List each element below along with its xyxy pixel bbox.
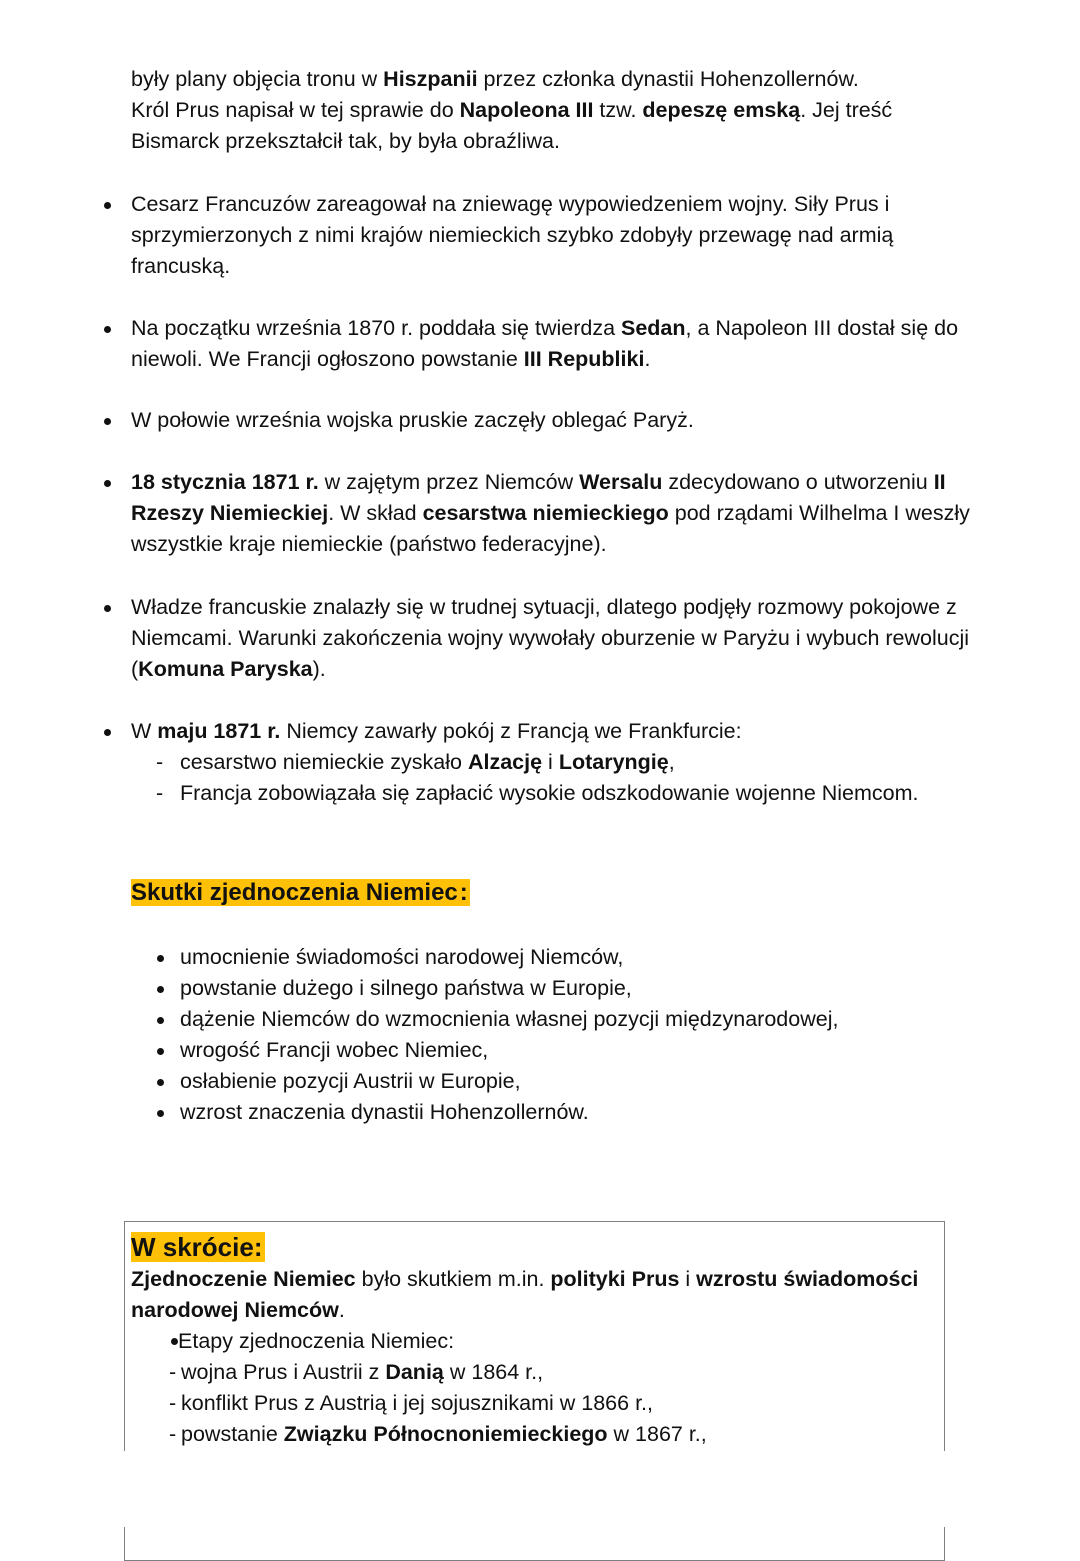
bold-text: Alzację <box>467 750 543 774</box>
bullet-item <box>131 592 981 685</box>
dash-marker: - <box>169 1391 177 1415</box>
text: było skutkiem m.in. <box>355 1267 551 1291</box>
highlighted-heading: Skutki zjednoczenia Niemiec <box>131 879 458 906</box>
text: , <box>668 750 675 774</box>
summary-content <box>131 1230 931 1450</box>
dash-marker: - <box>169 1360 177 1384</box>
text-line <box>131 64 991 95</box>
text-line: Bismarck przekształcił tak, by była obraźliwa. <box>131 129 560 153</box>
summary-stages-label <box>131 1326 931 1357</box>
continuation-paragraph <box>131 64 991 157</box>
dash-list <box>131 747 981 809</box>
text: . <box>644 347 651 371</box>
text: Etapy zjednoczenia Niemiec: <box>178 1329 455 1353</box>
text: , a Napoleon III dostał się do niewoli. We Francji ogłoszono powstanie <box>131 316 959 371</box>
text: ). <box>312 657 326 681</box>
bold-text: Zjednoczenie Niemiec <box>131 1267 356 1291</box>
text: i <box>542 750 559 774</box>
text: przez członka dynastii Hohenzollernów. <box>477 67 859 91</box>
bold-text: 18 stycznia 1871 r. <box>131 470 319 494</box>
bold-text: III Republiki <box>523 347 645 371</box>
text: i <box>679 1267 697 1291</box>
effects-item: powstanie dużego i silnego państwa w Europie, <box>180 973 980 1004</box>
text: W <box>131 719 158 743</box>
bold-text: Komuna Paryska <box>138 657 313 681</box>
summary-title <box>131 1230 931 1264</box>
text: wojna Prus i Austrii z <box>181 1360 386 1384</box>
text: Król Prus napisał w tej sprawie do <box>131 98 460 122</box>
bold-text: polityki Prus <box>550 1267 680 1291</box>
bullet-item: Cesarz Francuzów zareagował na zniewagę wypowiedzeniem wojny. Siły Prus i sprzymierzonych z nimi krajów niemieckich szybko zdobyły przewagę nad armią francuską. <box>131 189 981 282</box>
bold-text: depeszę emską <box>642 98 801 122</box>
effects-item: umocnienie świadomości narodowej Niemców, <box>180 942 980 973</box>
bold-text: Hiszpanii <box>383 67 478 91</box>
dash-item: - Francja zobowiązała się zapłacić wysokie odszkodowanie wojenne Niemcom. <box>131 778 981 809</box>
bold-text: Lotaryngię <box>558 750 669 774</box>
summary-stage-item <box>131 1388 931 1419</box>
effects-item: osłabienie pozycji Austrii w Europie, <box>180 1066 980 1097</box>
text: konflikt Prus z Austrią i jej sojusznikami w 1866 r., <box>181 1391 653 1415</box>
text: cesarstwo niemieckie zyskało <box>180 750 468 774</box>
text: w zajętym przez Niemców <box>318 470 580 494</box>
summary-stage-item <box>131 1357 931 1388</box>
bold-text: Napoleona III <box>459 98 594 122</box>
effects-item: dążenie Niemców do wzmocnienia własnej pozycji międzynarodowej, <box>180 1004 980 1035</box>
bold-text: Sedan <box>621 316 686 340</box>
highlighted-title: W skrócie: <box>131 1232 263 1262</box>
effects-list <box>180 942 980 1128</box>
text: zdecydowano o utworzeniu <box>662 470 934 494</box>
bullet-item: W połowie września wojska pruskie zaczęły oblegać Paryż. <box>131 405 981 436</box>
heading-colon: : <box>459 879 468 906</box>
bold-text: maju 1871 r. <box>157 719 281 743</box>
text: Władze francuskie znalazły się w trudnej sytuacji, dlatego podjęły rozmowy pokojowe z Niemcami. Warunki zakończenia wojny wywołały oburzenie w Paryżu i wybuch rewolucji ( <box>131 595 970 681</box>
bullet-item <box>131 467 981 560</box>
text: Na początku września 1870 r. poddała się twierdza <box>131 316 621 340</box>
text: w 1864 r., <box>443 1360 544 1384</box>
bold-text: Wersalu <box>579 470 663 494</box>
text: w 1867 r., <box>607 1422 707 1446</box>
bold-text: Związku Północnoniemieckiego <box>283 1422 608 1446</box>
page-bottom-margin <box>0 1451 1080 1527</box>
text-line <box>131 716 981 747</box>
bullet-item <box>131 313 981 375</box>
text: . Jej treść <box>800 98 893 122</box>
bullet-item <box>131 716 981 809</box>
text: były plany objęcia tronu w <box>131 67 384 91</box>
text: tzw. <box>593 98 643 122</box>
bold-text: II Rzeszy Niemieckiej <box>131 470 946 525</box>
dash-marker: - <box>169 1422 177 1446</box>
effects-item: wrogość Francji wobec Niemiec, <box>180 1035 980 1066</box>
bold-text: Danią <box>385 1360 444 1384</box>
summary-stage-item <box>131 1419 931 1450</box>
summary-paragraph <box>131 1264 931 1326</box>
text-line <box>131 95 991 126</box>
text: Niemcy zawarły pokój z Francją we Frankfurcie: <box>280 719 742 743</box>
bold-text: cesarstwa niemieckiego <box>422 501 669 525</box>
text: powstanie <box>181 1422 284 1446</box>
effects-item: wzrost znaczenia dynastii Hohenzollernów. <box>180 1097 980 1128</box>
text: pod rządami Wilhelma I weszły wszystkie kraje niemieckie (państwo federacyjne). <box>131 501 970 556</box>
text: . <box>338 1298 345 1322</box>
bold-text: wzrostu świadomości narodowej Niemców <box>131 1267 919 1322</box>
text: . W skład <box>328 501 423 525</box>
dash-item <box>131 747 981 778</box>
section-heading <box>131 876 470 909</box>
